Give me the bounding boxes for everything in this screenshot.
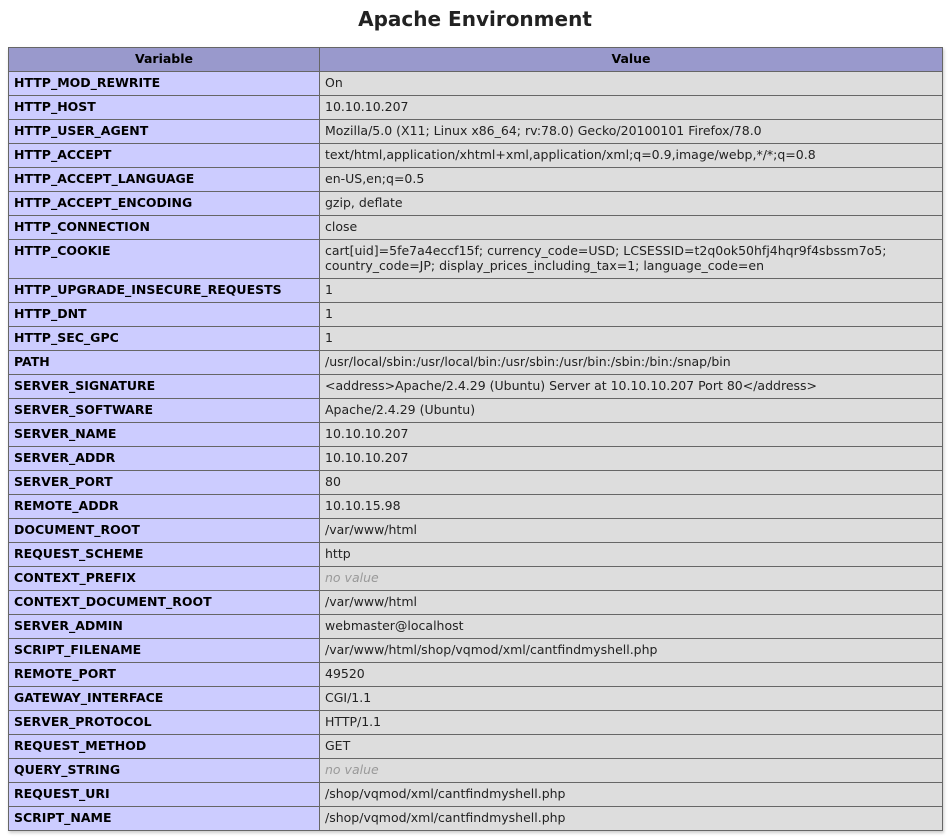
table-row [9,240,943,279]
table-row [9,423,943,447]
table-row [9,351,943,375]
variable-value-cell: http [320,543,943,567]
variable-name-cell: SCRIPT_FILENAME [9,639,320,663]
variable-value-cell: 10.10.10.207 [320,447,943,471]
variable-value-cell: 1 [320,303,943,327]
table-row [9,192,943,216]
table-row [9,735,943,759]
table-row [9,711,943,735]
variable-name-cell: GATEWAY_INTERFACE [9,687,320,711]
table-row [9,327,943,351]
table-row [9,687,943,711]
variable-value-cell: <address>Apache/2.4.29 (Ubuntu) Server at 10.10.10.207 Port 80</address> [320,375,943,399]
variable-name-cell: HTTP_ACCEPT [9,144,320,168]
variable-value-cell: webmaster@localhost [320,615,943,639]
table-row [9,471,943,495]
apache-environment-table [8,47,943,831]
variable-name-cell: CONTEXT_DOCUMENT_ROOT [9,591,320,615]
variable-name-cell: SERVER_NAME [9,423,320,447]
variable-name-cell: HTTP_ACCEPT_LANGUAGE [9,168,320,192]
variable-value-cell: gzip, deflate [320,192,943,216]
table-body [9,72,943,831]
variable-value-cell: Apache/2.4.29 (Ubuntu) [320,399,943,423]
variable-value-cell: 1 [320,279,943,303]
variable-name-cell: PATH [9,351,320,375]
variable-name-cell: SERVER_ADDR [9,447,320,471]
table-row [9,519,943,543]
variable-name-cell: HTTP_CONNECTION [9,216,320,240]
column-header-value: Value [320,48,943,72]
variable-name-cell: REQUEST_URI [9,783,320,807]
variable-name-cell: CONTEXT_PREFIX [9,567,320,591]
table-row [9,783,943,807]
table-row [9,120,943,144]
variable-name-cell: HTTP_USER_AGENT [9,120,320,144]
table-row [9,303,943,327]
table-row [9,447,943,471]
table-row [9,144,943,168]
page-title: Apache Environment [358,7,592,31]
table-row [9,639,943,663]
variable-name-cell: QUERY_STRING [9,759,320,783]
variable-name-cell: SERVER_SOFTWARE [9,399,320,423]
variable-name-cell: REMOTE_ADDR [9,495,320,519]
table-header-row [9,48,943,72]
variable-name-cell: SCRIPT_NAME [9,807,320,831]
table-row [9,663,943,687]
table-row [9,615,943,639]
variable-value-cell: 10.10.15.98 [320,495,943,519]
variable-value-cell: 49520 [320,663,943,687]
variable-name-cell: SERVER_PROTOCOL [9,711,320,735]
table-row [9,591,943,615]
table-row [9,543,943,567]
table-row [9,399,943,423]
variable-name-cell: HTTP_SEC_GPC [9,327,320,351]
table-row [9,807,943,831]
table-row [9,567,943,591]
variable-value-cell: GET [320,735,943,759]
variable-value-cell: /var/www/html/shop/vqmod/xml/cantfindmyshell.php [320,639,943,663]
variable-value-cell: /shop/vqmod/xml/cantfindmyshell.php [320,783,943,807]
table-row [9,495,943,519]
variable-name-cell: HTTP_COOKIE [9,240,320,279]
variable-value-cell: Mozilla/5.0 (X11; Linux x86_64; rv:78.0) Gecko/20100101 Firefox/78.0 [320,120,943,144]
variable-value-cell: HTTP/1.1 [320,711,943,735]
variable-value-cell: CGI/1.1 [320,687,943,711]
variable-name-cell: SERVER_PORT [9,471,320,495]
variable-value-cell: 10.10.10.207 [320,96,943,120]
table-row [9,279,943,303]
variable-value-cell: en-US,en;q=0.5 [320,168,943,192]
variable-name-cell: HTTP_HOST [9,96,320,120]
variable-value-cell: cart[uid]=5fe7a4eccf15f; currency_code=USD; LCSESSID=t2q0ok50hfj4hqr9f4sbssm7o5; country_code=JP; display_prices_including_tax=1; language_code=en [320,240,943,279]
variable-name-cell: DOCUMENT_ROOT [9,519,320,543]
variable-name-cell: HTTP_UPGRADE_INSECURE_REQUESTS [9,279,320,303]
variable-value-cell: On [320,72,943,96]
variable-value-cell: /var/www/html [320,591,943,615]
variable-name-cell: SERVER_SIGNATURE [9,375,320,399]
table-row [9,216,943,240]
variable-value-cell: 1 [320,327,943,351]
variable-name-cell: HTTP_DNT [9,303,320,327]
variable-value-cell: close [320,216,943,240]
variable-value-cell: text/html,application/xhtml+xml,application/xml;q=0.9,image/webp,*/*;q=0.8 [320,144,943,168]
variable-name-cell: REQUEST_SCHEME [9,543,320,567]
variable-value-cell: 10.10.10.207 [320,423,943,447]
variable-name-cell: HTTP_ACCEPT_ENCODING [9,192,320,216]
variable-value-cell: /var/www/html [320,519,943,543]
variable-value-cell: /usr/local/sbin:/usr/local/bin:/usr/sbin:/usr/bin:/sbin:/bin:/snap/bin [320,351,943,375]
variable-name-cell: REMOTE_PORT [9,663,320,687]
variable-name-cell: HTTP_MOD_REWRITE [9,72,320,96]
variable-name-cell: SERVER_ADMIN [9,615,320,639]
table-row [9,72,943,96]
table-row [9,96,943,120]
variable-name-cell: REQUEST_METHOD [9,735,320,759]
no-value-cell: no value [320,759,943,783]
table-row [9,375,943,399]
table-row [9,759,943,783]
variable-value-cell: /shop/vqmod/xml/cantfindmyshell.php [320,807,943,831]
table-row [9,168,943,192]
column-header-variable: Variable [9,48,320,72]
variable-value-cell: 80 [320,471,943,495]
no-value-cell: no value [320,567,943,591]
